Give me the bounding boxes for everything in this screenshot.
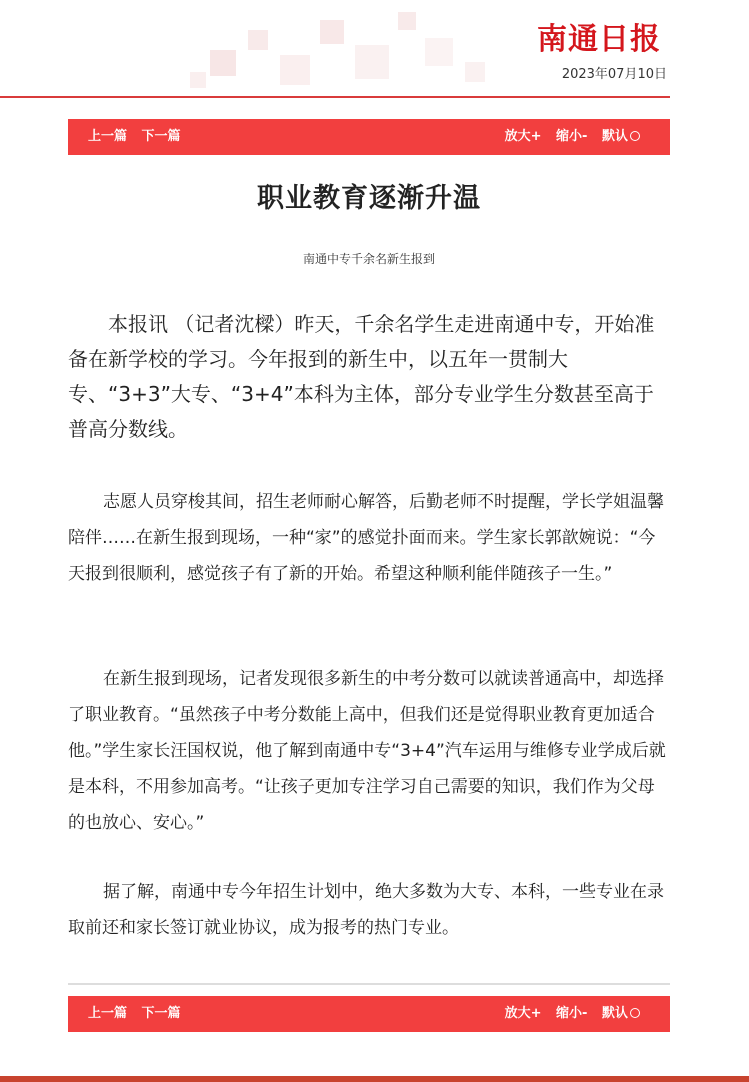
prev-article-link[interactable]: 上一篇: [88, 1006, 128, 1021]
article-paragraph: 本报讯 （记者沈樑）昨天，千余名学生走进南通中专，开始准备在新学校的学习。今年报到的新生中，以五年一贯制大专、“3+3”大专、“3+4”本科为主体，部分专业学生分数甚至高于普高分数线。: [68, 312, 655, 441]
default-size-label: 默认: [601, 129, 628, 144]
article-paragraph: 据了解，南通中专今年招生计划中，绝大多数为大专、本科，一些专业在录取前还和家长签订就业协议，成为报考的热门专业。: [68, 882, 664, 938]
next-article-link[interactable]: 下一篇: [141, 129, 181, 144]
article-title: 职业教育逐渐升温: [257, 183, 481, 214]
next-article-link[interactable]: 下一篇: [141, 1006, 181, 1021]
article-toolbar-bottom: [68, 996, 670, 1032]
header-decoration: [170, 0, 530, 95]
default-size-label: 默认: [601, 1006, 628, 1021]
default-size-button[interactable]: [602, 1006, 640, 1021]
footer-bar: [0, 1076, 749, 1082]
article-paragraph: 志愿人员穿梭其间，招生老师耐心解答，后勤老师不时提醒，学长学姐温馨陪伴……在新生报到现场，一种“家”的感觉扑面而来。学生家长郭歆婉说：“今天报到很顺利，感觉孩子有了新的开始。希望这种顺利能伴随孩子一生。”: [68, 492, 664, 584]
article-subtitle: 南通中专千余名新生报到: [302, 252, 435, 266]
article-paragraph: 在新生报到现场，记者发现很多新生的中考分数可以就读普通高中，却选择了职业教育。“虽然孩子中考分数能上高中，但我们还是觉得职业教育更加适合他。”学生家长汪国权说，他了解到南通中专“3+4”汽车运用与维修专业学成后就是本科，不用参加高考。“让孩子更加专注学习自己需要的知识，我们作为父母的也放心、安心。”: [68, 669, 666, 833]
reset-circle-icon: [630, 1008, 640, 1018]
header-divider: [0, 96, 670, 98]
article-toolbar-top: [68, 119, 670, 155]
newspaper-logo: 南通日报: [537, 22, 661, 57]
zoom-out-button[interactable]: 缩小-: [556, 1006, 588, 1021]
zoom-out-button[interactable]: 缩小-: [556, 129, 588, 144]
reset-circle-icon: [630, 131, 640, 141]
zoom-in-button[interactable]: 放大+: [504, 1006, 542, 1021]
default-size-button[interactable]: [602, 129, 640, 144]
page-header: [0, 0, 749, 100]
content-divider: [68, 983, 670, 985]
issue-date: 2023年07月10日: [561, 67, 667, 82]
zoom-in-button[interactable]: 放大+: [504, 129, 542, 144]
prev-article-link[interactable]: 上一篇: [88, 129, 128, 144]
